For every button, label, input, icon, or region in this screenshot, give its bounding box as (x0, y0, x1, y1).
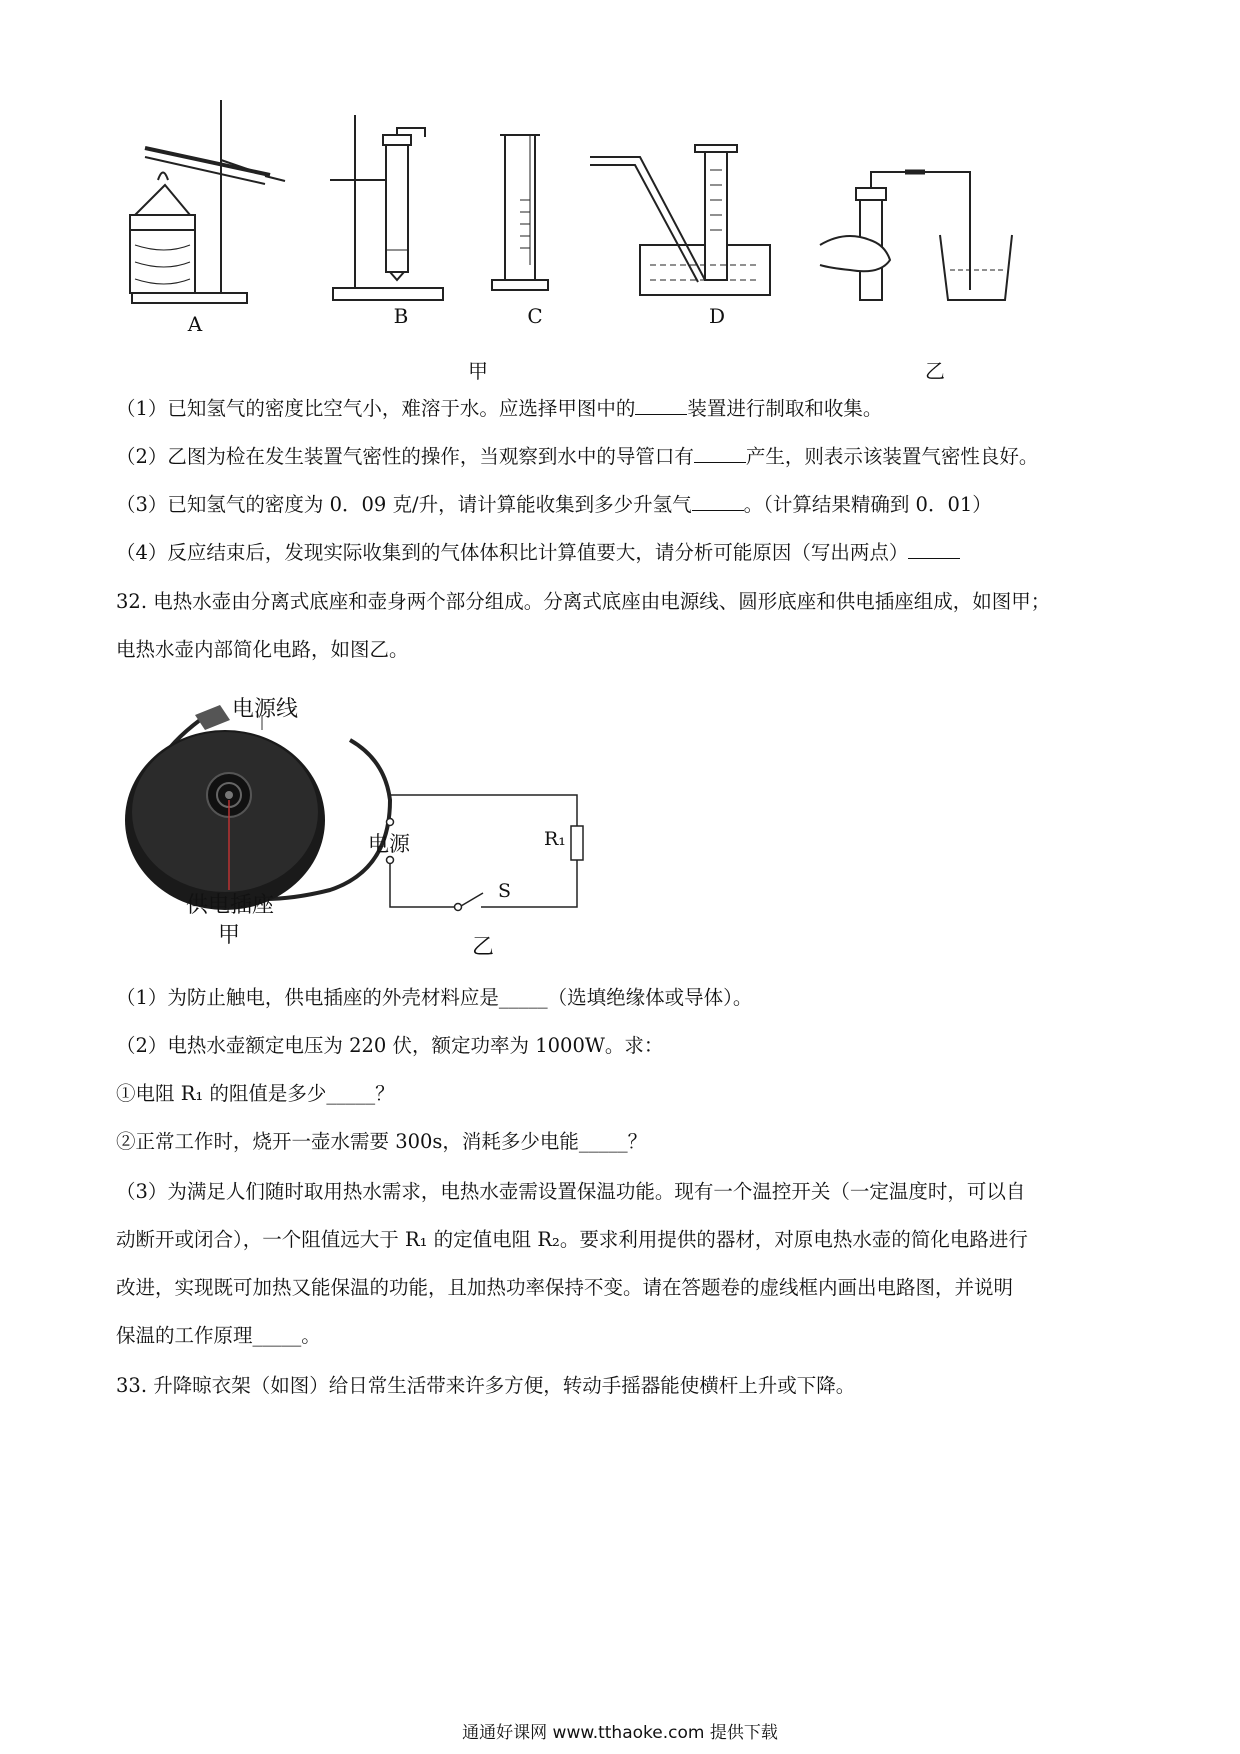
label-b: B (393, 304, 409, 328)
caption-yi: 乙 (925, 359, 945, 383)
q32-stem-line1: 32. 电热水壶由分离式底座和壶身两个部分组成。分离式底座由电源线、圆形底座和供电插座组成，如图甲； (116, 590, 1051, 613)
q31-part2: （2）乙图为检在发生装置气密性的操作，当观察到水中的导管口有 产生，则表示该装置气密性良好。 (116, 445, 1039, 468)
q32-part3-line3: 改进，实现既可加热又能保温的功能，且加热功率保持不变。请在答题卷的虚线框内画出电路图，并说明 (116, 1276, 1014, 1299)
circuit-source-label: 电源 (368, 832, 410, 856)
label-socket: 供电插座 (186, 893, 275, 918)
page-footer: 通通好课网 www.tthaoke.com 提供下载 (462, 1723, 778, 1743)
q32-part2b: ②正常工作时，烧开一壶水需要 300s，消耗多少电能_____？ (116, 1130, 648, 1153)
circuit-switch-label: S (498, 880, 512, 902)
circuit-r1-label: R₁ (544, 828, 566, 850)
q32-stem-line2: 电热水壶内部简化电路，如图乙。 (116, 638, 409, 661)
q33-stem: 33. 升降晾衣架（如图）给日常生活带来许多方便，转动手摇器能使横杆上升或下降。 (116, 1374, 856, 1397)
q32-part3-line1: （3）为满足人们随时取用热水需求，电热水壶需设置保温功能。现有一个温控开关（一定温度时，可以自 (116, 1180, 1026, 1203)
caption-jia: 甲 (468, 359, 488, 383)
caption-jia-2: 甲 (218, 923, 241, 948)
q32-part2: （2）电热水壶额定电压为 220 伏，额定功率为 1000W。求： (116, 1034, 664, 1057)
caption-yi-2: 乙 (472, 935, 495, 960)
label-d: D (708, 304, 726, 328)
q32-part3-line4: 保温的工作原理_____。 (116, 1324, 321, 1347)
q32-part3-line2: 动断开或闭合），一个阻值远大于 R₁ 的定值电阻 R₂。要求利用提供的器材，对原电热水壶的简化电路进行 (116, 1228, 1028, 1251)
q31-part3: （3）已知氢气的密度为 0．09 克/升，请计算能收集到多少升氢气 。（计算结果精确到 0．01） (116, 493, 992, 516)
label-power-cord: 电源线 (232, 697, 299, 722)
q31-part1: （1）已知氢气的密度比空气小，难溶于水。应选择甲图中的 装置进行制取和收集。 (116, 397, 883, 420)
q32-part1: （1）为防止触电，供电插座的外壳材料应是_____（选填绝缘体或导体）。 (116, 986, 753, 1009)
label-a: A (187, 312, 203, 336)
label-c: C (527, 304, 543, 328)
q32-part2a: ①电阻 R₁ 的阻值是多少_____？ (116, 1082, 395, 1105)
q31-part4: （4）反应结束后，发现实际收集到的气体体积比计算值要大，请分析可能原因（写出两点） (116, 539, 960, 567)
